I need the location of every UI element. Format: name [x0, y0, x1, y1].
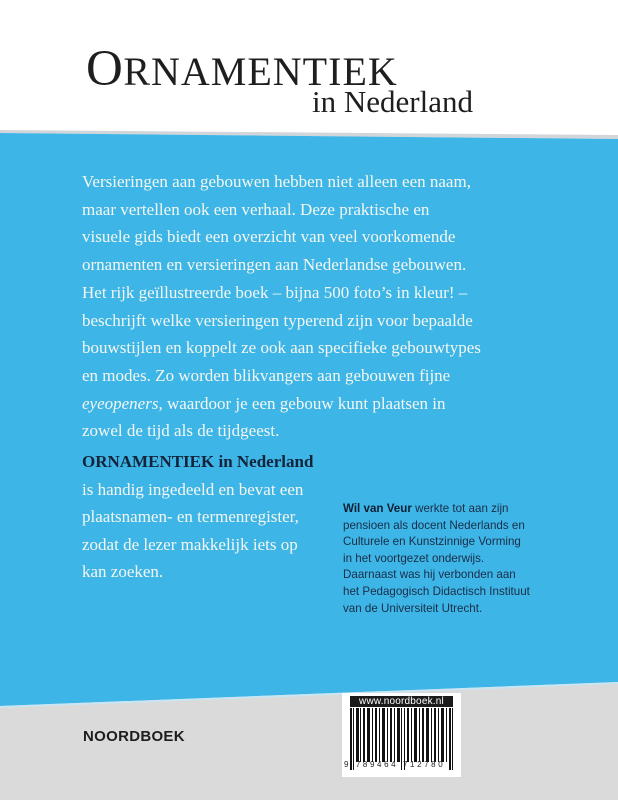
- bio-line: het Pedagogisch Didactisch Instituut: [343, 584, 530, 598]
- bio-line-rest: werkte tot aan zijn: [411, 502, 509, 515]
- intro-line: maar vertellen ook een verhaal. Deze praktische en: [82, 199, 430, 219]
- intro-line: [82, 390, 542, 418]
- intro-line: zowel de tijd als de tijdgeest.: [82, 421, 280, 441]
- intro-line: en modes. Zo worden blikvangers aan gebouwen fijne: [82, 365, 451, 385]
- index-line: plaatsnamen- en termenregister,: [82, 507, 299, 526]
- index-heading: ORNAMENTIEK in Nederland: [82, 452, 314, 471]
- intro-line: ornamenten en versieringen aan Nederlandse gebouwen.: [82, 255, 467, 275]
- title-initial: O: [86, 41, 124, 97]
- bio-line: in het voortgezet onderwijs.: [343, 551, 485, 565]
- title-rest: RNAMENTIEK: [123, 49, 398, 94]
- italic-term: eyeopeners: [82, 393, 159, 413]
- book-subtitle: in Nederland: [312, 84, 473, 119]
- publisher-logo: NOORDBOEK: [83, 728, 185, 745]
- intro-line-rest: , waardoor je een gebouw kunt plaatsen in: [158, 393, 446, 413]
- intro-line: Versieringen aan gebouwen hebben niet alleen een naam,: [82, 172, 471, 191]
- intro-line: Het rijk geïllustreerde boek – bijna 500 foto’s in kleur! –: [82, 282, 468, 302]
- author-bio: [343, 501, 603, 617]
- index-line: is handig ingedeeld en bevat een: [82, 479, 304, 499]
- isbn-barcode: [342, 693, 461, 777]
- bio-line: Daarnaast was hij verbonden aan: [343, 568, 516, 582]
- bio-line: [343, 501, 603, 518]
- intro-line: beschrijft welke versieringen typerend zijn voor bepaalde: [82, 310, 473, 330]
- intro-line: visuele gids biedt een overzicht van veel voorkomende: [82, 227, 456, 247]
- intro-line: bouwstijlen en koppelt ze ook aan specifieke gebouwtypes: [82, 338, 481, 358]
- isbn-number: 9 789464 712780: [344, 760, 446, 769]
- index-line: zodat de lezer makkelijk iets op: [82, 534, 298, 554]
- publisher-url: www.noordboek.nl: [350, 696, 453, 707]
- bio-line: pensioen als docent Nederlands en: [343, 518, 525, 532]
- bio-line: van de Universiteit Utrecht.: [343, 601, 483, 615]
- intro-paragraph: [82, 168, 542, 445]
- index-paragraph: [82, 448, 322, 586]
- bio-line: Culturele en Kunstzinnige Vorming: [343, 535, 521, 549]
- index-line: kan zoeken.: [82, 562, 164, 581]
- author-name: Wil van Veur: [343, 502, 412, 515]
